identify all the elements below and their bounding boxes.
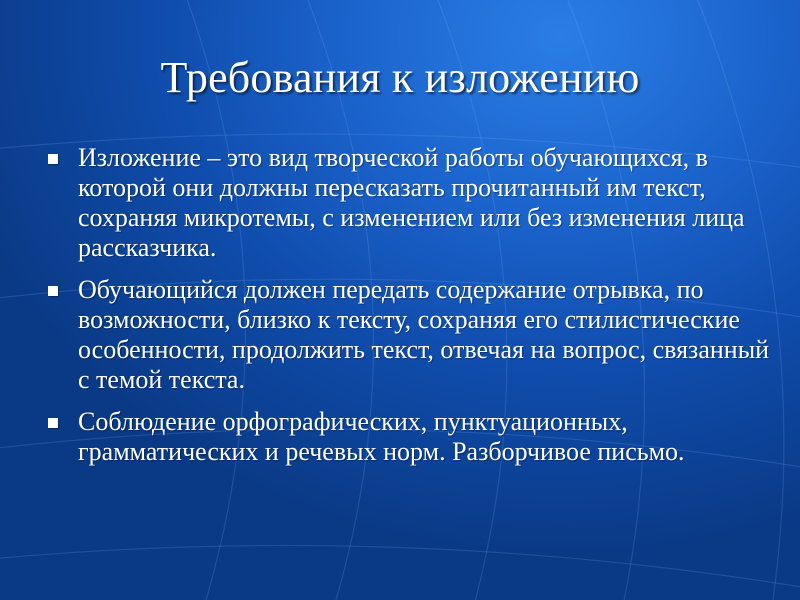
bullet-list (44, 143, 774, 479)
square-bullet-icon (48, 286, 58, 296)
bullet-item (44, 143, 774, 263)
bullet-item (44, 407, 774, 467)
bullet-text: Соблюдение орфографических, пунктуационных, грамматических и речевых норм. Разборчивое письмо. (78, 407, 685, 466)
square-bullet-icon (48, 154, 58, 164)
slide-title: Требования к изложению (160, 53, 640, 102)
bullet-text: Изложение – это вид творческой работы обучающихся, в которой они должны пересказать прочитанный им текст, сохраняя микротемы, с изменением или без изменения лица рассказчика. (78, 143, 745, 262)
bullet-text: Обучающийся должен передать содержание отрывка, по возможности, близко к тексту, сохраняя его стилистические особенности, продолжить текст, отвечая на вопрос, связанный с темой текста. (78, 275, 770, 394)
bullet-item (44, 275, 774, 395)
square-bullet-icon (48, 418, 58, 428)
